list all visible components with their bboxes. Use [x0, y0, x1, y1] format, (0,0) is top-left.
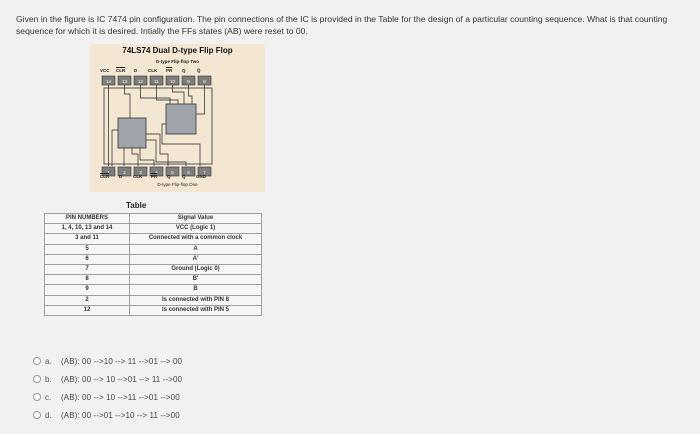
pin-number-cell: 12 — [45, 305, 130, 315]
table-row — [45, 224, 262, 234]
pin-number-cell: 6 — [45, 254, 130, 264]
option-text: (AB): 00 --> 10 -->01 --> 11 -->00 — [61, 374, 183, 384]
top-pin-label: VCC — [100, 68, 110, 73]
radio-button-b[interactable] — [33, 375, 41, 383]
pin-number-cell: 8 — [45, 275, 130, 285]
table-header-row — [45, 214, 262, 224]
top-pin-label: D — [134, 68, 138, 73]
option-letter: d. — [45, 410, 52, 420]
bottom-pin-label: D — [119, 174, 123, 179]
bottom-pin-label: CLK — [133, 174, 143, 179]
table-row — [45, 275, 262, 285]
top-pin-label: $\overline{CLR}$ — [116, 68, 126, 73]
flipflop-one-block — [118, 118, 146, 148]
table-row — [45, 295, 262, 305]
pin-number: 9 — [187, 79, 190, 84]
top-pin-label: CLK — [148, 68, 158, 73]
bottom-pin-label: Q — [167, 174, 171, 179]
pin-number: 4 — [155, 170, 158, 175]
flipflop-two-block — [166, 104, 196, 134]
chip-schematic — [100, 74, 218, 180]
pin-number-cell: 2 — [45, 295, 130, 305]
bottom-pin-label: $\overline{CLR}$ — [100, 174, 110, 179]
pin-number: 6 — [187, 170, 190, 175]
signal-cell: Is connected with PIN 8 — [130, 295, 262, 305]
answer-options — [33, 352, 182, 424]
top-pin-label: $\overline{PR}$ — [166, 68, 173, 73]
table-row — [45, 305, 262, 315]
signal-cell: Is connected with PIN 5 — [130, 305, 262, 315]
pin-number-cell: 3 and 11 — [45, 234, 130, 244]
pin-number: 8 — [203, 79, 206, 84]
radio-button-d[interactable] — [33, 411, 41, 419]
option-letter: c. — [45, 392, 52, 402]
table-row — [45, 234, 262, 244]
pin-number: 12 — [137, 79, 144, 84]
pin-number-cell: 5 — [45, 244, 130, 254]
top-pin-label: Q — [182, 68, 186, 73]
pin-number: 10 — [169, 79, 176, 84]
radio-button-c[interactable] — [33, 393, 41, 401]
option-letter: a. — [45, 356, 52, 366]
table-row — [45, 264, 262, 274]
pin-connection-table — [44, 213, 262, 316]
pin-number: 13 — [121, 79, 128, 84]
signal-cell: B' — [130, 275, 262, 285]
option-b[interactable] — [33, 370, 182, 388]
top-pin-label: Q̄ — [197, 68, 201, 73]
option-d[interactable] — [33, 406, 182, 424]
option-c[interactable] — [33, 388, 182, 406]
pin-number: 14 — [105, 79, 112, 84]
signal-cell: A' — [130, 254, 262, 264]
pin-number-cell: 1, 4, 10, 13 and 14 — [45, 224, 130, 234]
figure-bottom-label: D-type Flip-flop One — [157, 182, 198, 187]
option-text: (AB): 00 -->01 -->10 --> 11 -->00 — [61, 410, 180, 420]
pin-number-cell: 7 — [45, 264, 130, 274]
pin-number: 5 — [171, 170, 174, 175]
signal-cell: Ground (Logic 0) — [130, 264, 262, 274]
table-row — [45, 254, 262, 264]
ic-pin-diagram — [90, 44, 265, 192]
pin-number: 11 — [154, 79, 159, 84]
option-text: (AB): 00 --> 10 -->11 -->01 -->00 — [61, 392, 180, 402]
option-text: (AB): 00 -->10 --> 11 -->01 --> 00 — [61, 356, 183, 366]
signal-cell: B — [130, 285, 262, 295]
bottom-pin-label: $\overline{PR}$ — [151, 174, 158, 179]
bottom-pin-label: GND — [196, 174, 206, 179]
figure-top-label: D-type Flip-flop Two — [156, 59, 199, 64]
radio-button-a[interactable] — [33, 357, 41, 365]
pin-number: 2 — [123, 170, 126, 175]
table-title: Table — [126, 201, 147, 210]
pin-number: 1 — [107, 170, 110, 175]
column-header: Signal Value — [130, 214, 262, 224]
figure-title: 74LS74 Dual D-type Flip Flop — [122, 46, 233, 55]
column-header: PIN NUMBERS — [45, 214, 130, 224]
pin-number-cell: 9 — [45, 285, 130, 295]
signal-cell: Connected with a common clock — [130, 234, 262, 244]
table-row — [45, 244, 262, 254]
option-letter: b. — [45, 374, 52, 384]
pin-number: 7 — [203, 170, 206, 175]
signal-cell: A — [130, 244, 262, 254]
pin-number: 3 — [139, 170, 142, 175]
option-a[interactable] — [33, 352, 182, 370]
table-row — [45, 285, 262, 295]
bottom-pin-label: Q̄ — [182, 174, 186, 179]
question-text: Given in the figure is IC 7474 pin configuration. The pin connections of the IC is provided in the Table for the design of a particular counting sequence. What is that counting sequence for which it is desired. Intially the FFs states (AB) were reset to 00. — [16, 14, 668, 36]
signal-cell: VCC (Logic 1) — [130, 224, 262, 234]
